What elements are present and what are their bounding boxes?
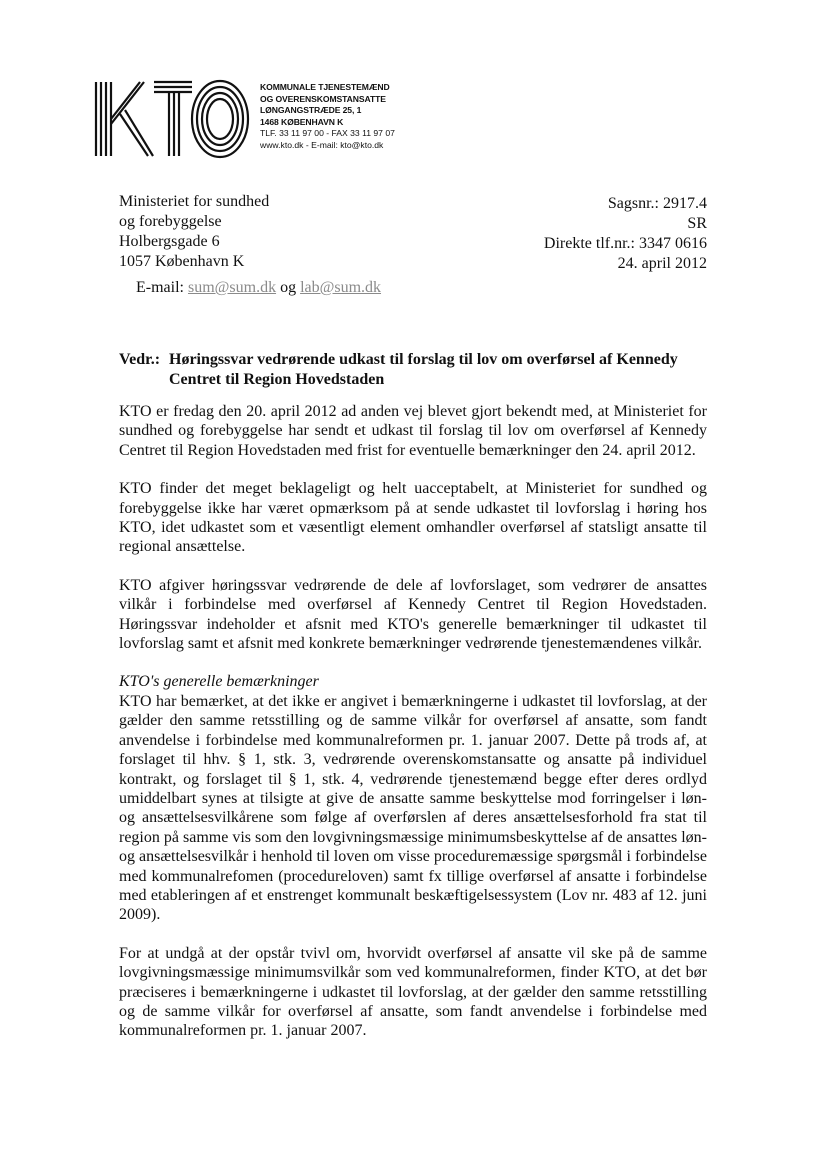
recipient-line: og forebyggelse	[119, 213, 222, 230]
email-link-lab[interactable]: lab@sum.dk	[300, 279, 382, 296]
recipient-line: Ministeriet for sundhed	[119, 193, 270, 210]
org-phone-fax: TLF. 33 11 97 00 - FAX 33 11 97 07	[260, 128, 395, 139]
recipient-line: Holbergsgade 6	[119, 233, 220, 250]
org-city: 1468 KØBENHAVN K	[260, 116, 344, 127]
recipient-line: 1057 København K	[119, 253, 245, 270]
paragraph-3: KTO afgiver høringssvar vedrørende de dele af lovforslaget, som vedrører de ansattes vilkår i forbindelse med overførsel af Kennedy Centret til Region Hovedstaden. Høringssvar indeholder et afsnit med KTO's generelle bemærkninger til udkastet til lovforslag samt et afsnit med konkrete bemærkninger vedrørende tjenestemændenes vilkår.	[119, 576, 707, 653]
paragraph-1: KTO er fredag den 20. april 2012 ad anden vej blevet gjort bekendt med, at Ministeriet for sundhed og forebyggelse har sendt et udkast til forslag til lov om overførsel af Kennedy Centret til Region Hovedstaden med frist for eventuelle bemærkninger den 24. april 2012.	[119, 403, 707, 459]
org-street: LØNGANGSTRÆDE 25, 1	[260, 105, 362, 116]
case-number: Sagsnr.: 2917.4	[607, 195, 707, 212]
email-label: E-mail:	[136, 279, 184, 296]
recipient-address	[119, 192, 269, 272]
organisation-info	[260, 82, 395, 152]
org-name-line-1: KOMMUNALE TJENESTEMÆND	[260, 82, 390, 92]
kto-logo	[92, 74, 252, 164]
paragraph-4: KTO har bemærket, at det ikke er angivet i bemærkningerne i udkastet til lovforslag, at der gælder den samme retsstilling og de samme vilkår for overførsel af ansatte, som fandt anvendelse i forbindelse med kommunalreformen pr. 1. januar 2007. Dette på trods af, at forslaget til hhv. § 1, stk. 3, vedrørende overenskomstansatte og ansatte på individuel kontrakt, og forslaget til § 1, stk. 4, vedrørende tjenestemænd begge efter deres ordlyd umiddelbart synes at tilsigte at give de ansatte samme beskyttelse mod forringelser i løn- og ansættelsesvilkårene som følge af overførslen af deres ansættelsesforhold fra stat til region på samme vis som den lovgivningsmæssige minimumsbeskyttelse af de ansattes løn-og ansættelsesvilkår i henhold til loven om visse proceduremæssige spørgsmål i forbindelse med kommunalrefomen (procedureloven) samt fx tillige overførsel af ansatte i forbindelse med etableringen af et enstrenget kommunalt beskæftigelsessystem (Lov nr. 483 af 12. juni 2009).	[119, 692, 707, 924]
email-joiner: og	[280, 279, 297, 296]
email-link-sum[interactable]: sum@sum.dk	[187, 279, 277, 296]
email-line	[136, 278, 381, 298]
case-initials: SR	[687, 215, 707, 232]
direct-phone: Direkte tlf.nr.: 3347 0616	[543, 235, 707, 252]
paragraph-2: KTO finder det meget beklageligt og helt uacceptabelt, at Ministeriet for sundhed og forebyggelse ikke har været opmærksom på at sende udkastet til lovforslag i høring hos KTO, idet udkastet som et væsentligt element omhandler overførsel af statsligt ansatte til regional ansættelse.	[119, 480, 707, 556]
letter-body	[119, 402, 707, 1060]
org-web-email: www.kto.dk - E-mail: kto@kto.dk	[260, 139, 384, 150]
kto-logo-graphic	[92, 74, 252, 164]
section-heading: KTO's generelle bemærkninger	[119, 673, 319, 691]
case-meta	[544, 194, 707, 274]
org-name-line-2: OG OVERENSKOMSTANSATTE	[260, 93, 386, 104]
letter-date: 24. april 2012	[617, 255, 707, 272]
subject-title: Høringssvar vedrørende udkast til forslag til lov om overførsel af Kennedy Centret til Region Hovedstaden	[169, 351, 678, 388]
paragraph-5: For at undgå at der opstår tvivl om, hvorvidt overførsel af ansatte vil ske på de samme lovgivningsmæssige minimumsvilkår som ved kommunalreformen, finder KTO, at det bør præciseres i bemærkningerne i udkastet til lovforslag, at der gælder den samme retsstilling og de samme vilkår for overførsel af ansatte, som fandt anvendelse i forbindelse med kommunalreformen pr. 1. januar 2007.	[119, 944, 707, 1040]
subject-prefix: Vedr.:	[119, 351, 161, 368]
